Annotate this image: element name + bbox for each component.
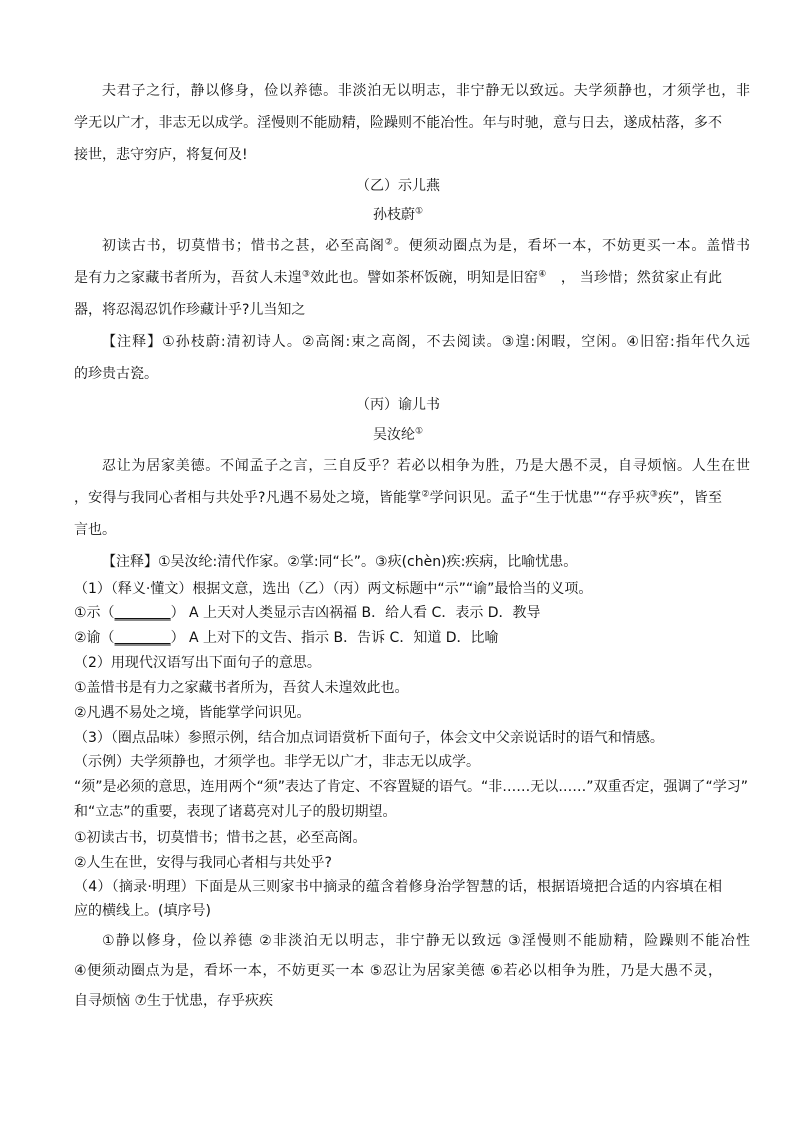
yi-note-line-2: 的珍贵古瓷。 (74, 366, 158, 382)
bing-paragraph-line-1: 忍让为居家美德。不闻孟子之言，三自反乎？若必以相争为胜，乃是大愚不灵，自寻烦恼。人生在世 (102, 458, 750, 474)
yi-author (74, 205, 722, 225)
yi-paragraph-line-3: 器，将忍渴忍饥作珍藏计乎?儿当知之 (74, 302, 306, 318)
question-3-explanation-line-2: 和“立志”的重要，表现了诸葛亮对儿子的殷切期望。 (74, 804, 397, 820)
bing-paragraph-line-3: 言也。 (74, 522, 116, 538)
bing-author-name: 吴汝纶 (372, 427, 415, 443)
bing-title: （丙）谕儿书 (356, 397, 440, 413)
question-3-explanation-line-1: “须”是必须的意思，连用两个“须”表达了肯定、不容置疑的语气。“非……无以……”双重否定，强调了“学习” (74, 779, 749, 795)
bing-author (74, 425, 722, 445)
footnote-marker: ④ (538, 269, 547, 280)
question-3: （3）（圈点品味）参照示例，结合加点词语赏析下面句子，体会文中父亲说话时的语气和情感。 (74, 730, 664, 746)
jia-paragraph-line-2: 学无以广才，非志无以成学。淫慢则不能励精，险躁则不能冶性。年与时驰，意与日去，遂成枯落，多不 (74, 115, 722, 131)
question-1-item-b: ②谕（________） A 上对下的文告、指示 B．告诉 C．知道 D．比喻 (74, 630, 499, 646)
yi-paragraph-line-1: 初读古书，切莫惜书；惜书之甚，必至高阁②。便须动圈点为是，看坏一本，不妨更买一本。盖惜书 (102, 237, 751, 254)
yi-author-note-marker: ① (414, 206, 424, 217)
answer-blank: ________ (114, 630, 171, 646)
yi-paragraph-line-2: 是有力之家藏书者所为，吾贫人未遑③效此也。譬如茶杯饭碗，明知是旧窑④ ， 当珍惜；然贫家止有此 (74, 269, 723, 286)
question-4-options-line-3: 自寻烦恼 ⑦生于忧患，存乎疢疾 (74, 993, 274, 1009)
yi-note-line-1: 【注释】①孙枝蔚:清初诗人。②高阁:束之高阁，不去阅读。③遑:闲暇，空闲。④旧窑:指年代久远 (102, 334, 750, 350)
question-4-options-line-1: ①静以修身，俭以养德 ②非淡泊无以明志，非宁静无以致远 ③淫慢则不能励精，险躁则不能冶性 (102, 933, 750, 949)
question-1-item-a: ①示（________） A 上天对人类显示吉凶祸福 B．给人看 C．表示 D．教导 (74, 605, 541, 621)
question-4-options-line-2: ④便须动圈点为是，看坏一本，不妨更买一本 ⑤忍让为居家美德 ⑥若必以相争为胜，乃是大愚不灵， (74, 963, 722, 979)
jia-paragraph-line-3: 接世，悲守穷庐，将复何及! (74, 147, 248, 163)
question-3-item-b: ②人生在世，安得与我同心者相与共处乎? (74, 855, 332, 871)
footnote-marker: ② (384, 237, 394, 248)
question-1: （1）（释义·懂文）根据文意，选出（乙）（丙）两文标题中“示”“谕”最恰当的义项。 (74, 581, 593, 597)
bing-note: 【注释】①吴汝纶:清代作家。②掌:同“长”。③疢(chèn)疾:疾病，比喻忧患。 (102, 554, 578, 570)
bing-author-note-marker: ① (414, 426, 424, 437)
footnote-marker: ③ (301, 269, 311, 280)
question-4-line-1: （4）（摘录·明理）下面是从三则家书中摘录的蕴含着修身治学智慧的话，根据语境把合适的内容填在相 (74, 879, 722, 895)
question-2-item-b: ②凡遇不易处之境，皆能掌学问识见。 (74, 705, 311, 721)
question-4-line-2: 应的横线上。(填序号) (74, 903, 211, 919)
question-3-item-a: ①初读古书，切莫惜书；惜书之甚，必至高阁。 (74, 830, 367, 846)
footnote-marker: ③ (649, 489, 659, 500)
question-3-example: （示例）夫学须静也，才须学也。非学无以广才，非志无以成学。 (74, 754, 480, 770)
yi-author-name: 孙枝蔚 (372, 207, 415, 223)
answer-blank: ________ (114, 605, 171, 621)
bing-paragraph-line-2: ，安得与我同心者相与共处乎?凡遇不易处之境，皆能掌②学问识见。孟子“生于忧患”“存乎疢③疾”，皆至 (74, 489, 722, 506)
footnote-marker: ② (421, 489, 430, 500)
question-2: （2）用现代汉语写出下面句子的意思。 (74, 655, 321, 671)
jia-paragraph-line-1: 夫君子之行，静以修身，俭以养德。非淡泊无以明志，非宁静无以致远。夫学须静也，才须学也，非 (102, 83, 750, 99)
yi-title: （乙）示儿燕 (356, 178, 440, 194)
question-2-item-a: ①盖惜书是有力之家藏书者所为，吾贫人未遑效此也。 (74, 680, 409, 696)
